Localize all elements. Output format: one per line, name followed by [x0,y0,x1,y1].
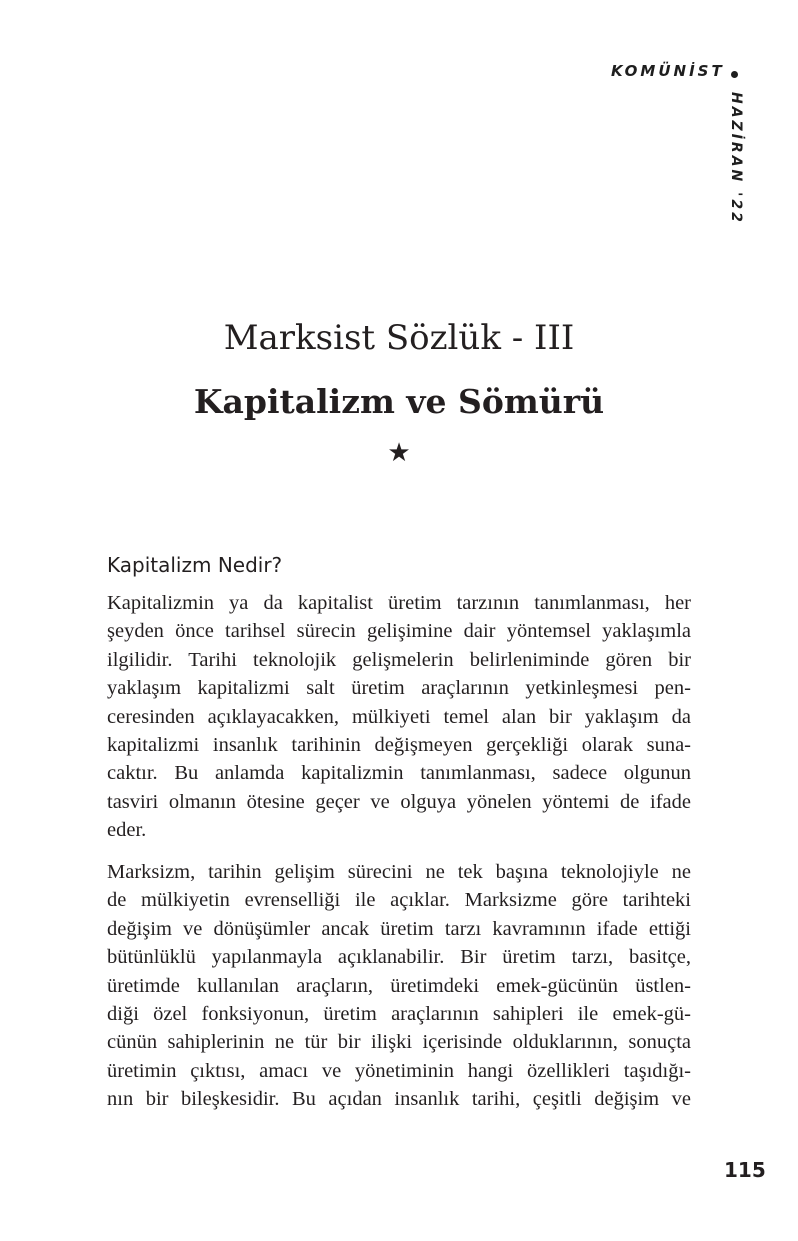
star-icon: ★ [387,438,411,468]
text-line: ceresinden açıklayacakken, mülkiyeti temel alan bir yaklaşım da [107,705,691,728]
issue-date: HAZİRAN '22 [728,92,744,225]
text-line: Marksizm, tarihin gelişim sürecini ne tek başına teknolojiyle ne [107,861,691,883]
text-line: yaklaşım kapitalizmi salt üretim araçlarının yetkinleşmesi pen- [107,677,691,700]
text-line: de mülkiyetin evrenselliği ile açıklar. Marksizme göre tarihteki [107,889,691,912]
text-line: şeyden önce tarihsel sürecin gelişimine dair yöntemsel yaklaşımla [107,620,691,643]
text-line: cünün sahiplerinin ne tür bir ilişki içerisinde olduklarının, sonuçta [107,1031,691,1054]
text-line: tasviri olmanın ötesine geçer ve olguya yönelen yöntemi de ifade [107,790,691,813]
text-line: diği özel fonksiyonun, üretim araçlarının sahipleri ile emek-gü- [107,1003,691,1026]
separator-dot [731,71,738,78]
page-number: 115 [724,1158,766,1182]
text-line: nın bir bileşkesidir. Bu açıdan insanlık tarihi, çeşitli değişim ve [107,1088,691,1111]
text-line: değişim ve dönüşümler ancak üretim tarzı kavramının ifade ettiği [107,917,691,940]
article-title: Kapitalizm ve Sömürü [193,382,605,421]
text-line: üretimde kullanılan araçların, üretimdeki emek-gücünün üstlen- [107,974,691,997]
text-line: Kapitalizmin ya da kapitalist üretim tarzının tanımlanması, her [107,592,691,614]
text-line: eder. [107,819,147,842]
magazine-name: KOMÜNİST [611,62,725,80]
text-line: ilgilidir. Tarihi teknolojik gelişmelerin belirleniminde gören bir [107,648,691,671]
text-line: üretimin çıktısı, amacı ve yönetiminin hangi özellikleri taşıdığı- [107,1059,691,1082]
series-title: Marksist Sözlük - III [223,318,575,358]
section-heading: Kapitalizm Nedir? [107,553,283,577]
text-line: bütünlüklü yapılanmayla açıklanabilir. Bir üretim tarzı, basitçe, [107,946,691,969]
text-line: caktır. Bu anlamda kapitalizmin tanımlanması, sadece olgunun [107,762,691,785]
paragraph-1 [107,589,691,845]
text-line: kapitalizmi insanlık tarihinin değişmeyen gerçekliği olarak suna- [107,734,691,757]
paragraph-2 [107,858,691,1114]
